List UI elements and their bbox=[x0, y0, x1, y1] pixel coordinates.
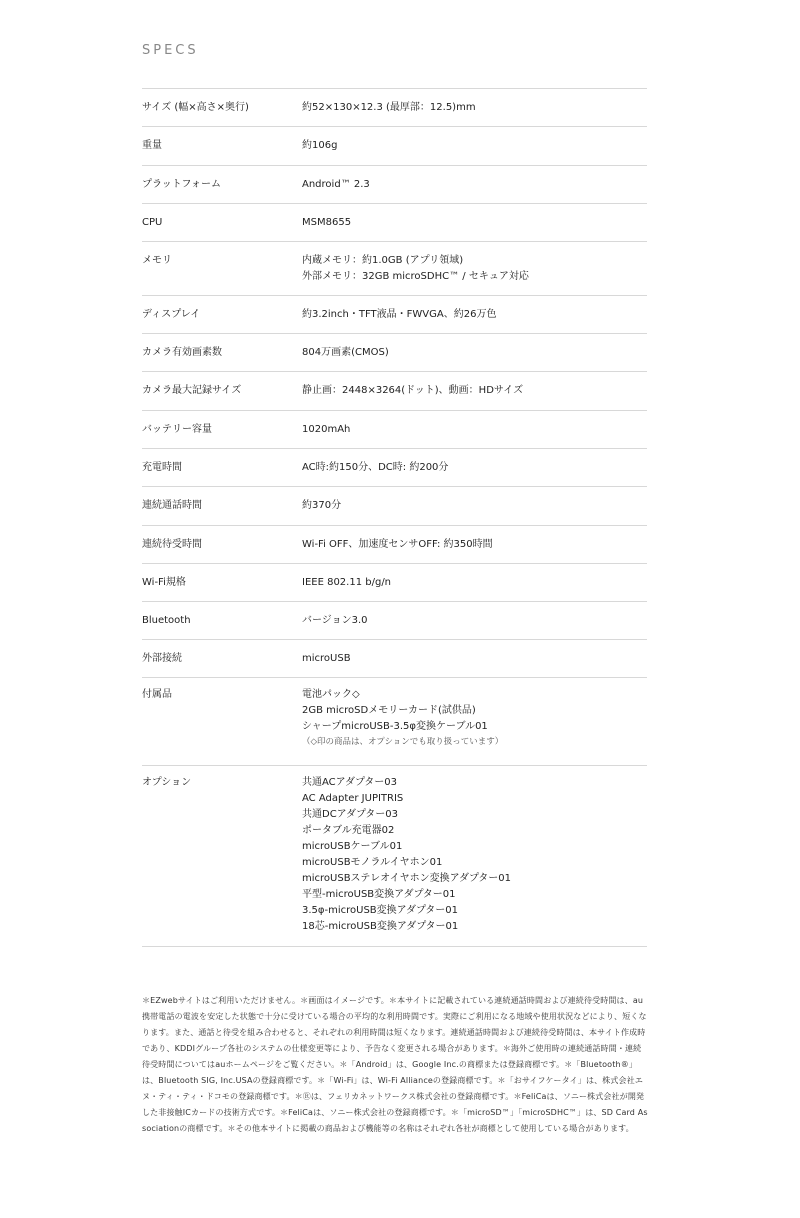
spec-row bbox=[142, 678, 647, 766]
spec-row bbox=[142, 526, 647, 564]
spec-label: 充電時間 bbox=[142, 462, 182, 473]
spec-label: ディスプレイ bbox=[142, 309, 201, 320]
spec-value-line: MSM8655 bbox=[302, 217, 352, 228]
spec-value-line: microUSB bbox=[302, 653, 351, 664]
spec-label: バッテリー容量 bbox=[142, 424, 212, 435]
spec-row bbox=[142, 766, 647, 947]
page-title: SPECS bbox=[142, 43, 199, 58]
spec-label: 連続待受時間 bbox=[142, 539, 202, 550]
spec-value-line: Wi-Fi OFF、加速度センサOFF: 約350時間 bbox=[302, 539, 493, 550]
spec-value-line: 約52×130×12.3 (最厚部：12.5)mm bbox=[302, 102, 476, 113]
spec-row bbox=[142, 127, 647, 166]
spec-value bbox=[302, 651, 647, 677]
spec-value-line: 電池パック◇ bbox=[302, 689, 360, 700]
spec-label: カメラ最大記録サイズ bbox=[142, 385, 242, 396]
spec-label: メモリ bbox=[142, 255, 172, 266]
spec-row bbox=[142, 204, 647, 242]
spec-value bbox=[302, 575, 647, 601]
spec-value-line: 約106g bbox=[302, 140, 338, 151]
spec-value-line: 外部メモリ：32GB microSDHC™ / セキュア対応 bbox=[302, 271, 529, 282]
spec-value-line: microUSBステレオイヤホン変換アダプター01 bbox=[302, 873, 511, 884]
spec-value bbox=[302, 383, 647, 410]
spec-label: オプション bbox=[142, 777, 192, 788]
spec-value bbox=[302, 138, 647, 165]
spec-label: 付属品 bbox=[142, 689, 172, 700]
spec-row bbox=[142, 296, 647, 334]
spec-value-line: 約3.2inch・TFT液晶・FWVGA、約26万色 bbox=[302, 309, 497, 320]
spec-value-line: シャープmicroUSB-3.5φ変換ケーブル01 bbox=[302, 721, 488, 732]
spec-value bbox=[302, 537, 647, 563]
spec-value-line: 静止画：2448×3264(ドット)、動画：HDサイズ bbox=[302, 385, 524, 396]
spec-value-line: 1020mAh bbox=[302, 424, 351, 435]
spec-label: プラットフォーム bbox=[142, 179, 221, 190]
spec-value bbox=[302, 253, 647, 295]
spec-value-line: ポータブル充電器02 bbox=[302, 825, 395, 836]
spec-value-line: microUSBモノラルイヤホン01 bbox=[302, 857, 443, 868]
spec-row bbox=[142, 242, 647, 296]
spec-value bbox=[302, 422, 647, 448]
spec-row bbox=[142, 166, 647, 204]
spec-row bbox=[142, 487, 647, 526]
spec-label: カメラ有効画素数 bbox=[142, 347, 222, 358]
spec-value bbox=[302, 307, 647, 333]
spec-value bbox=[302, 498, 647, 525]
spec-value bbox=[302, 215, 647, 241]
spec-value-line: 内蔵メモリ：約1.0GB (アプリ領域) bbox=[302, 255, 464, 266]
spec-value-line: microUSBケーブル01 bbox=[302, 841, 403, 852]
spec-value bbox=[302, 177, 647, 203]
spec-label: Bluetooth bbox=[142, 615, 191, 626]
spec-value bbox=[302, 460, 647, 486]
spec-note: （◇印の商品は、オプションでも取り扱っています） bbox=[302, 737, 504, 747]
spec-value-line: 804万画素(CMOS) bbox=[302, 347, 389, 358]
spec-row bbox=[142, 449, 647, 487]
spec-row bbox=[142, 411, 647, 449]
spec-value bbox=[302, 613, 647, 639]
spec-row bbox=[142, 564, 647, 602]
spec-value-line: AC時:約150分、DC時: 約200分 bbox=[302, 462, 449, 473]
footnote: ＊EZwebサイトはご利用いただけません。＊画面はイメージです。＊本サイトに記載されている連続通話時間および連続待受時間は、au携帯電話の電波を安定した状態で十分に受けている場合の平均的な利用時間です。実際にご利用になる地域や使用状況などにより、短くなります。また、通話と待受を組み合わせると、それぞれの利用時間は短くなります。連続通話時間および連続待受時間は、本サイト作成時であり、KDDIグループ各社のシステムの仕様変更等により、予告なく変更される場合があります。＊海外ご使用時の連続通話時間・連続待受時間についてはauホームページをご覧ください。＊「Android」は、Google Inc.の商標または登録商標です。＊「Bluetooth®」は、Bluetooth SIG, Inc.USAの登録商標です。＊「Wi-Fi」は、Wi-Fi Allianceの登録商標です。＊「おサイフケータイ」は、株式会社エヌ・ティ・ティ・ドコモの登録商標です。＊Ⓡは、フェリカネットワークス株式会社の登録商標です。＊FeliCaは、ソニー株式会社が開発した非接触ICカードの技術方式です。＊FeliCaは、ソニー株式会社の登録商標です。＊「microSD™」「microSDHC™」は、SD Card Associationの商標です。＊その他本サイトに掲載の商品および機能等の名称はそれぞれ各社が商標として使用している場合があります。 bbox=[142, 996, 648, 1133]
spec-value-line: 共通ACアダプター03 bbox=[302, 777, 397, 788]
spec-label: 連続通話時間 bbox=[142, 500, 202, 511]
spec-label: サイズ (幅×高さ×奥行) bbox=[142, 102, 249, 113]
spec-row bbox=[142, 89, 647, 127]
spec-row bbox=[142, 602, 647, 640]
spec-label: Wi-Fi規格 bbox=[142, 577, 186, 588]
spec-value-line: Android™ 2.3 bbox=[302, 179, 370, 190]
spec-row bbox=[142, 334, 647, 372]
spec-row bbox=[142, 640, 647, 678]
spec-label: CPU bbox=[142, 217, 163, 228]
spec-value-line: 共通DCアダプター03 bbox=[302, 809, 399, 820]
spec-value-line: バージョン3.0 bbox=[302, 615, 368, 626]
spec-value bbox=[302, 100, 647, 126]
spec-value bbox=[302, 775, 647, 946]
specs-table bbox=[142, 88, 647, 947]
spec-value-line: 3.5φ-microUSB変換アダプター01 bbox=[302, 905, 458, 916]
spec-label: 外部接続 bbox=[142, 653, 182, 664]
spec-value-line: 2GB microSDメモリーカード(試供品) bbox=[302, 705, 476, 716]
spec-value-line: 約370分 bbox=[302, 500, 342, 511]
spec-value bbox=[302, 345, 647, 371]
spec-value-line: 18芯-microUSB変換アダプター01 bbox=[302, 921, 459, 932]
spec-row bbox=[142, 372, 647, 411]
spec-value bbox=[302, 687, 647, 765]
spec-value-line: 平型-microUSB変換アダプター01 bbox=[302, 889, 456, 900]
spec-value-line: IEEE 802.11 b/g/n bbox=[302, 577, 392, 588]
spec-value-line: AC Adapter JUPITRIS bbox=[302, 793, 404, 804]
spec-label: 重量 bbox=[142, 140, 162, 151]
